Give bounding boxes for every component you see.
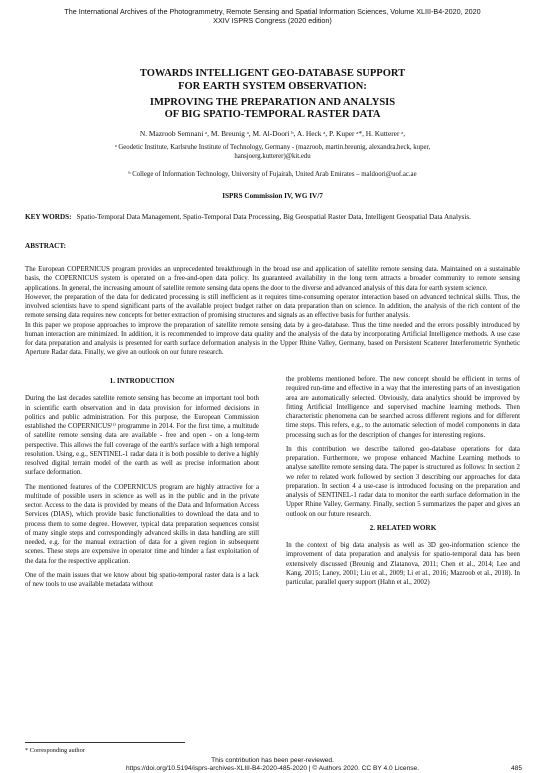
page-number: 485 [510,765,522,772]
header-line-1: The International Archives of the Photogrammetry, Remote Sensing and Spatial Information Sciences, Volume XLIII-B4-2020, 2020 [64,7,481,16]
right-column [286,375,520,592]
running-header [20,7,525,25]
intro-paragraph-3: One of the main issues that we know about big spatio-temporal raster data is a lack of new tools to use available metadata without [25,571,259,588]
abstract-paragraph-1: The European COPERNICUS program provides an unprecedented breakthrough in the broad use and application of satellite remote sensing data. Maintained on a sustainable basis, the COPERNICUS system is operated on a free-and-open data policy. Its guaranteed availability in the long term attracts a broader community to remote sensing applications. In general, the increasing amount of satellite remote sensing data opens the door to the diverse and advanced analysis of this data for earth system science. [25,266,520,292]
related-work-paragraph-1: In the context of big data analysis as well as 3D geo-information science the improvement of data preparation and analysis for spatio-temporal data has been extensively discussed (Breunig and Zlatanova, 2011; Chen et al., 2014; Lee and Kang, 2015; Laney, 2001; Liu et al., 2009; Li et al., 2016; Mazroob et al., 2018). In particular, parallel query support (Hahn et al., 2002) [286,542,520,586]
commission-label: ISPRS Commission IV, WG IV/7 [222,192,323,200]
left-column [25,375,259,594]
author-list: N. Mazroob Semnani ᵃ, M. Breunig ᵃ, M. Al-Doori ᵇ, A. Heck ᵃ, P. Kuper ᵃ*, H. Kutterer ᵃ, [139,129,406,138]
keywords-block [25,212,520,222]
intro-paragraph-4: the problems mentioned before. The new concept should be efficient in terms of required run-time and effective in a way that the interesting parts of an investigation area are automatically selected. Obviously, data analytics should be improved by fitting Artificial Intelligence and supervised machine learning methods. Then characteristic phenomena can be searched across different regions and for different time steps. This refers, e.g., to the automatic selection of model components in data processing such as for the description of changes for interesting regions. [286,376,520,439]
abstract-label: ABSTRACT: [25,242,67,250]
page-footer [20,757,525,773]
title-line-1: TOWARDS INTELLIGENT GEO-DATABASE SUPPORT [139,68,406,79]
affiliation-a-line-2: hansjoerg.kutterer)@kit.edu [234,152,311,160]
intro-paragraph-1: During the last decades satellite remote sensing has become an important tool both in scientific earth observation and in data provision for informed decisions in politics and public administration. For this purpose, the European Commission established the COPERNICUS⁽ᶠ⁾ programme in 2014. For the first time, a multitude of satellite remote sensing data are available - free and open - on a long-term perspective. This allows the full coverage of the earth's surface with a high temporal resolution. Using, e.g., SENTINEL-1 radar data it is both possible to derive a highly resolved digital terrain model of the earth as well as precise information about surface deformation. [25,395,259,477]
affiliation-b: ᵇ College of Information Technology, University of Fujairah, United Arab Emirates – maldoori@uof.ac.ae [128,171,417,178]
paper-title [30,68,515,93]
affiliation-a [60,144,485,161]
section-heading-introduction: 1. INTRODUCTION [109,377,175,385]
keywords-label: KEY WORDS: [25,213,72,221]
abstract-paragraph-3: In this paper we propose approaches to improve the preparation of satellite remote sensing data by a geo-database. Thus the time needed and the errors possibly introduced by human interaction are minimized. In addition, it is recommended to improve data quality and the analysis of the data by incorporating Artificial Intelligence methods. A use case for data preparation and analysis is presented for earth surface deformation analysis in the Upper Rhine Valley, Germany, based on Persistent Scatterer Interferometric Synthetic Aperture Radar data. Finally, we give an outlook on our future research. [25,321,520,357]
footer-doi-link[interactable]: https://doi.org/10.5194/isprs-archives-XLIII-B4-2020-485-2020 | © Authors 2020. CC BY 4.0 License. [125,765,420,772]
header-line-2: XXIV ISPRS Congress (2020 edition) [213,16,332,25]
footnote-divider [25,742,185,743]
footer-peer-review: This contribution has been peer-reviewed. [211,757,334,764]
subtitle-line-1: IMPROVING THE PREPARATION AND ANALYSIS [149,97,396,108]
title-line-2: FOR EARTH SYSTEM OBSERVATION: [178,80,367,92]
paper-subtitle [30,97,515,121]
intro-paragraph-5: In this contribution we describe tailored geo-database operations for data preparation. Furthermore, we propose enhanced Machine Learning methods to analyse satellite remote sensing data. The paper is structured as follows: In section 2 we refer to related work followed by section 3 describing our approaches for data preparation. In section 4 a use-case is introduced focusing on the preparation and analysis of SENTINEL-1 radar data to monitor the earth surface deformation in the Upper Rhine Valley, Germany. Finally, section 5 summarizes the paper and gives an outlook on our future research. [286,445,520,518]
abstract-paragraph-2: However, the preparation of the data for dedicated processing is still inefficient as it requires time-consuming operator interaction based on advanced technical skills. Thus, the involved scientists have to spend significant parts of the available project budget rather on data preparation than on science. In addition, the analysis of the rich content of the remote sensing data requires new concepts for better extraction of promising structures and signals as an effective basis for further analysis. [25,293,520,320]
intro-paragraph-2: The mentioned features of the COPERNICUS program are highly attractive for a multitude of possible users in science as well as in the public and in the private sector. Access to the data is provided by means of the Data and Information Access Services (DIAS), which provide basic functionalities to download the data and to process them to some degree. However, typical data preparation sequences consist of many single steps and correspondingly advanced skills in data handling are still needed, e.g. for the manual extraction of data for a given region in subsequent scenes. These steps are expensive in operator time and hinder a fast exploitation of the data for the respective application. [25,483,259,565]
footnote-corresponding-author: * Corresponding author [25,747,85,754]
keywords-text: Spatio-Temporal Data Management, Spatio-Temporal Data Processing, Big Geospatial Raster Data, Intelligent Geospatial Data Analysis. [76,213,471,221]
affiliation-a-line-1: ᵃ Geodetic Institute, Karlsruhe Institute of Technology, Germany - (mazroob, martin.breunig, alexandra.heck, kuper, [114,144,431,151]
section-heading-related-work: 2. RELATED WORK [369,523,437,532]
abstract-body [25,265,520,358]
subtitle-line-2: OF BIG SPATIO-TEMPORAL RASTER DATA [164,109,381,120]
